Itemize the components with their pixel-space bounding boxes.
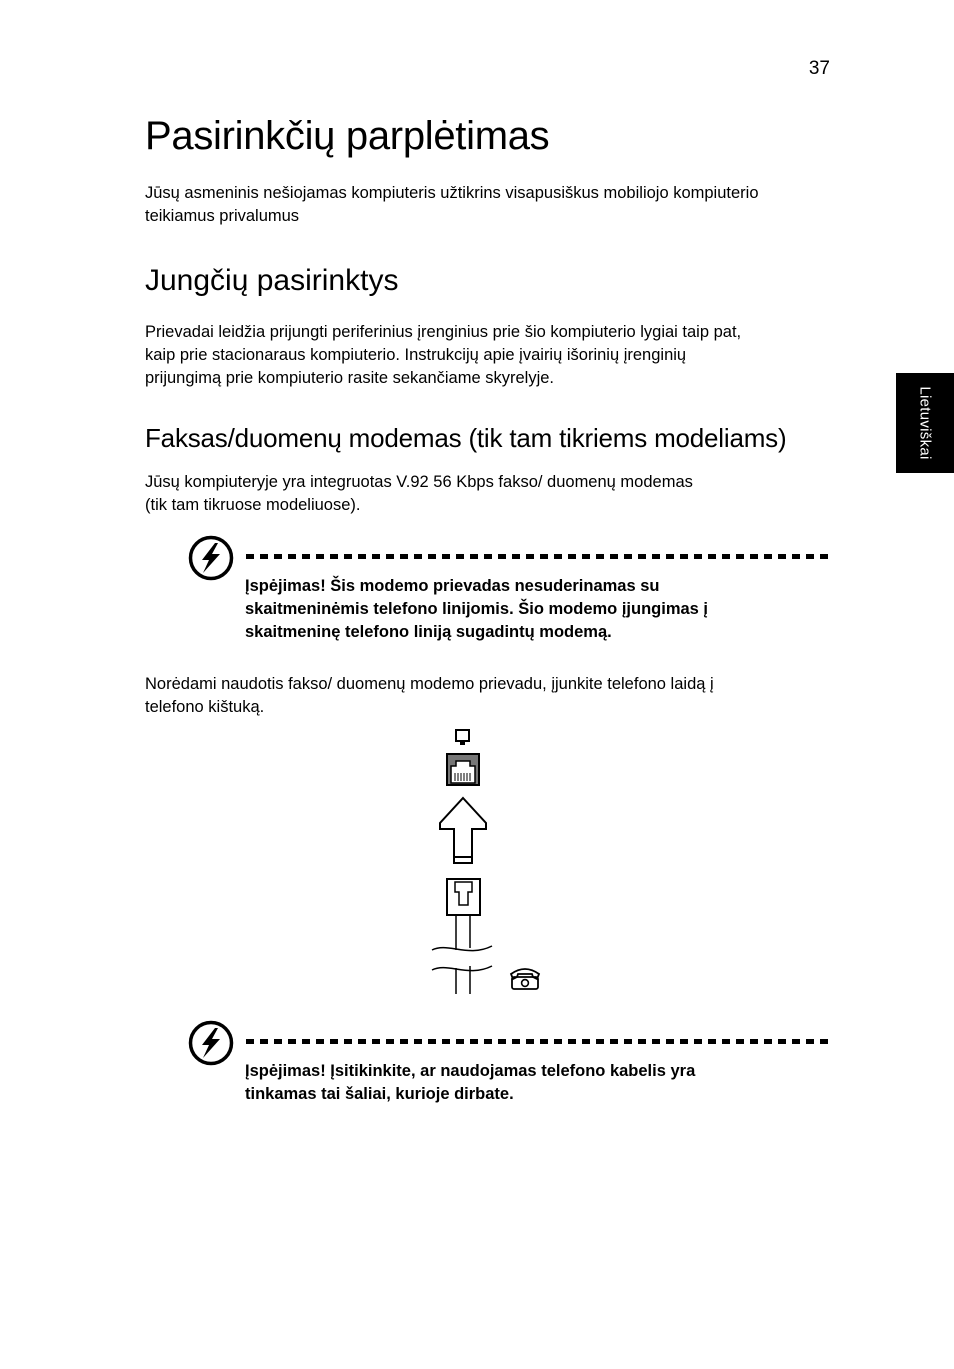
rj11-jack-icon — [447, 754, 479, 785]
rj11-plug-icon — [447, 879, 480, 915]
section-paragraph — [145, 321, 835, 390]
instruction-line: Norėdami naudotis fakso/ duomenų modemo prievadu, įjunkite telefono laidą į — [145, 675, 714, 693]
instruction-paragraph — [145, 673, 835, 719]
telephone-icon — [511, 969, 539, 989]
subsection-line: (tik tam tikruose modeliuose). — [145, 496, 361, 514]
warning-divider — [246, 554, 830, 559]
subsection-heading: Faksas/duomenų modemas (tik tam tikriems modeliams) — [145, 423, 787, 453]
modem-connection-illustration — [420, 722, 550, 998]
intro-line: teikiamus privalumus — [145, 207, 300, 225]
instruction-line: telefono kištuką. — [145, 698, 265, 716]
warning-lightning-icon — [188, 1020, 234, 1066]
intro-line: Jūsų asmeninis nešiojamas kompiuteris užtikrins visapusiškus mobiliojo kompiuterio — [145, 184, 759, 202]
warning-divider — [246, 1039, 830, 1044]
warning-text — [245, 575, 835, 644]
warning-lightning-icon — [188, 535, 234, 581]
warning-line: tinkamas tai šaliai, kurioje dirbate. — [245, 1085, 514, 1103]
phone-cable-icon — [432, 915, 492, 994]
page-number: 37 — [808, 58, 830, 79]
section-line: prijungimą prie kompiuterio rasite sekančiame skyrelyje. — [145, 369, 554, 387]
section-line: Prievadai leidžia prijungti periferinius įrenginius prie šio kompiuterio lygiai taip pat, — [145, 323, 742, 341]
subsection-paragraph — [145, 471, 835, 517]
language-tab — [896, 373, 954, 473]
modem-port-icon — [456, 730, 469, 745]
warning-line: Įspėjimas! Įsitikinkite, ar naudojamas telefono kabelis yra — [245, 1062, 696, 1080]
section-line: kaip prie stacionaraus kompiuterio. Instrukcijų apie įvairių išorinių įrenginių — [145, 346, 687, 364]
arrow-up-icon — [440, 798, 486, 863]
language-tab-label: Lietuviškai — [916, 386, 934, 460]
warning-line: skaitmeninę telefono liniją sugadintų modemą. — [245, 623, 612, 641]
warning-line: skaitmeninėmis telefono linijomis. Šio modemo įjungimas į — [245, 600, 709, 618]
intro-paragraph — [145, 182, 835, 228]
subsection-line: Jūsų kompiuteryje yra integruotas V.92 56 Kbps fakso/ duomenų modemas — [145, 473, 693, 491]
warning-line: Įspėjimas! Šis modemo prievadas nesuderinamas su — [245, 577, 660, 595]
page-title: Pasirinkčių parplėtimas — [145, 114, 550, 158]
section-heading: Jungčių pasirinktys — [145, 264, 399, 297]
warning-text — [245, 1060, 835, 1106]
